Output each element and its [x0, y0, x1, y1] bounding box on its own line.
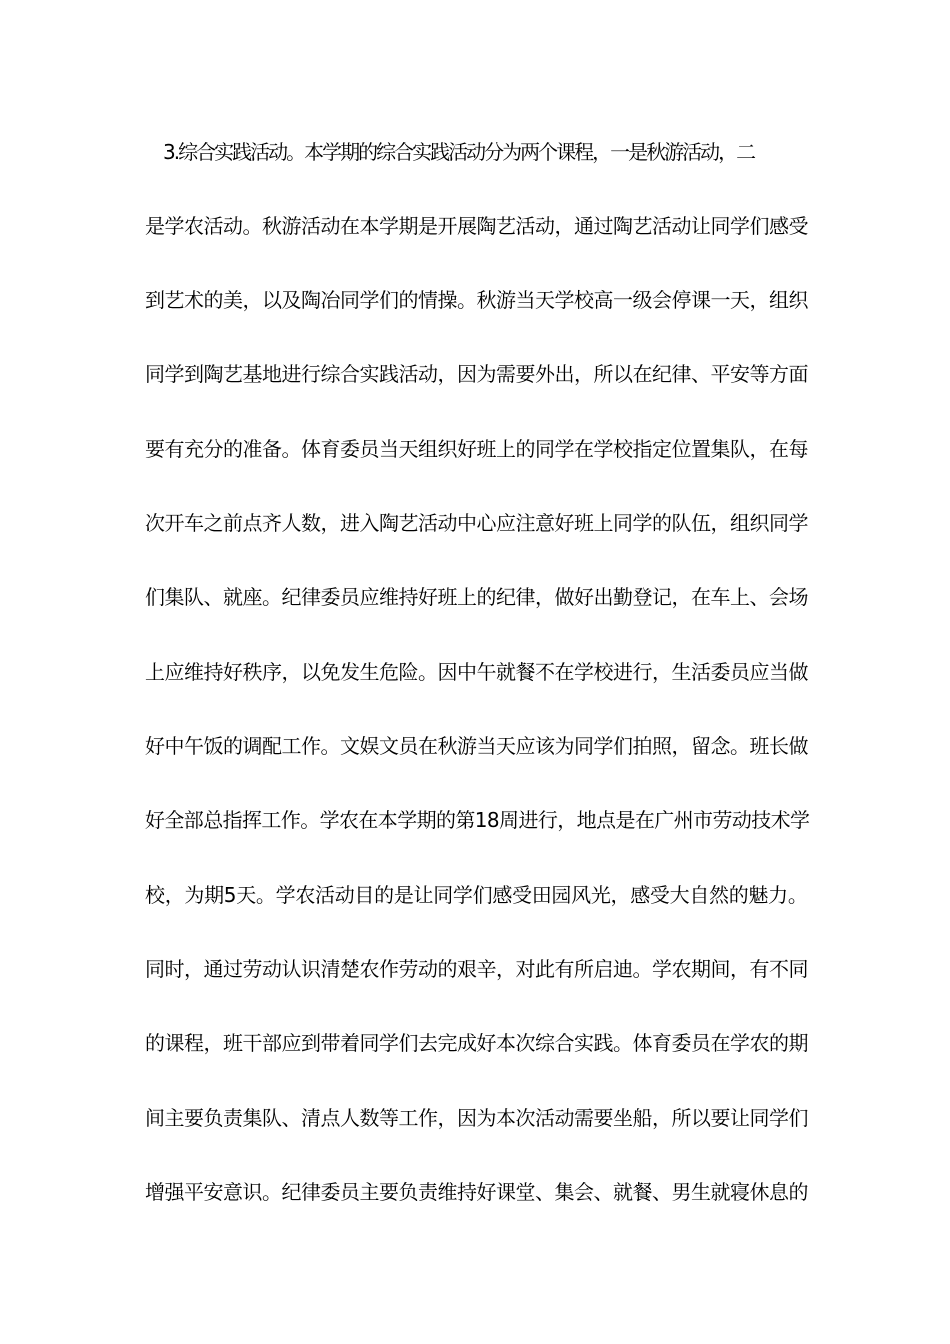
text-line: 好中午饭的调配工作。文娱文员在秋游当天应该为同学们拍照，留念。班长做: [145, 734, 808, 758]
text-line: 同时，通过劳动认识清楚农作劳动的艰辛，对此有所启迪。学农期间，有不同: [145, 957, 808, 981]
text-line: 要有充分的准备。体育委员当天组织好班上的同学在学校指定位置集队，在每: [145, 437, 808, 461]
text-line: 上应维持好秩序，以免发生危险。因中午就餐不在学校进行，生活委员应当做: [145, 660, 808, 684]
text-line: 好全部总指挥工作。学农在本学期的第18周进行，地点是在广州市劳动技术学: [145, 808, 810, 832]
text-line: 们集队、就座。纪律委员应维持好班上的纪律，做好出勤登记，在车上、会场: [145, 585, 808, 609]
text-line: 校，为期5天。学农活动目的是让同学们感受田园风光，感受大自然的魅力。: [145, 883, 808, 907]
text-line: 3.综合实践活动。本学期的综合实践活动分为两个课程，一是秋游活动，二: [163, 140, 755, 164]
text-line: 是学农活动。秋游活动在本学期是开展陶艺活动，通过陶艺活动让同学们感受: [145, 214, 808, 238]
text-line: 增强平安意识。纪律委员主要负责维持好课堂、集会、就餐、男生就寝休息的: [145, 1180, 808, 1204]
text-line: 同学到陶艺基地进行综合实践活动，因为需要外出，所以在纪律、平安等方面: [145, 362, 808, 386]
text-line: 间主要负责集队、清点人数等工作，因为本次活动需要坐船，所以要让同学们: [145, 1106, 808, 1130]
text-line: 到艺术的美，以及陶冶同学们的情操。秋游当天学校高一级会停课一天，组织: [145, 288, 808, 312]
text-line: 次开车之前点齐人数，进入陶艺活动中心应注意好班上同学的队伍，组织同学: [145, 511, 808, 535]
text-line: 的课程，班干部应到带着同学们去完成好本次综合实践。体育委员在学农的期: [145, 1031, 808, 1055]
